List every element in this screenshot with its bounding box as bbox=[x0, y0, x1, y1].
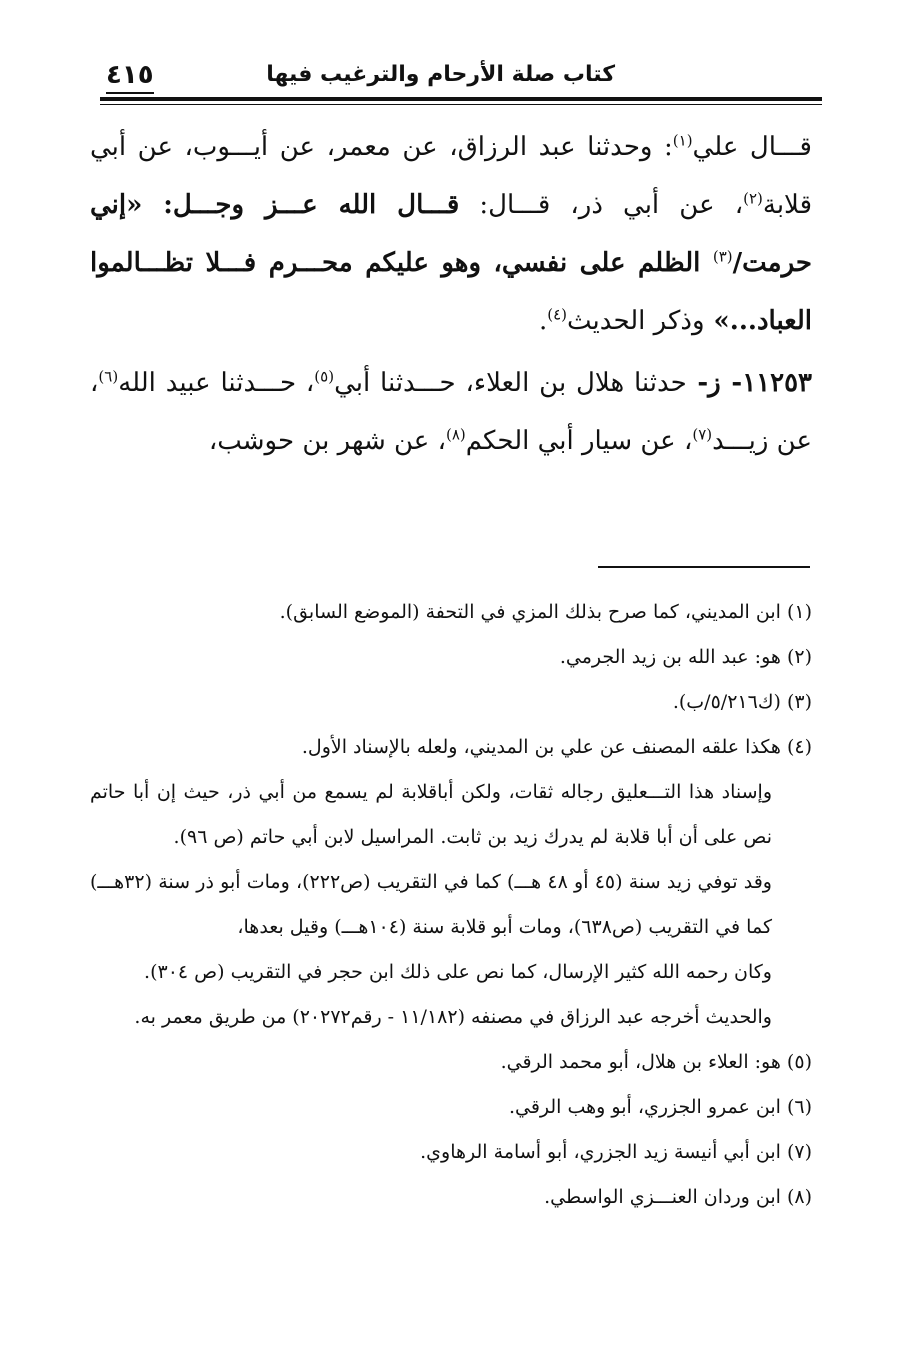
footnote-3: (٣) (ك٥/٢١٦/ب). bbox=[672, 691, 812, 713]
text-span: ، عن سيار أبي الحكم bbox=[465, 426, 693, 456]
text-span: قـــال علي bbox=[692, 132, 812, 162]
footnote-4-continuation: وقد توفي زيد سنة (٤٥ أو ٤٨ هـــ) كما في التقريب (ص٢٢٢)، ومات أبو ذر سنة (٣٢هـــ) كما في التقريب (ص٦٣٨)، ومات أبو قلابة سنة (١٠٤هـــ) وقيل بعدها، bbox=[90, 871, 772, 938]
text-span: ، عن أبي ذر، قـــال: bbox=[459, 190, 744, 220]
footnote-ref-2[interactable]: (٢) bbox=[743, 189, 763, 208]
footnotes bbox=[90, 590, 812, 1220]
text-span: ، حـــدثنا عبيد الله bbox=[118, 368, 315, 398]
paragraph-1 bbox=[90, 118, 812, 350]
main-text bbox=[90, 118, 812, 470]
text-span: . bbox=[538, 306, 548, 336]
footnote-4: (٤) هكذا علقه المصنف عن علي بن المديني، ولعله بالإسناد الأول. bbox=[301, 736, 812, 758]
footnote-2: (٢) هو: عبد الله بن زيد الجرمي. bbox=[559, 646, 812, 668]
footnote-5: (٥) هو: العلاء بن هلال، أبو محمد الرقي. bbox=[500, 1051, 812, 1073]
text-span: ، عن زيـــد bbox=[90, 368, 812, 456]
footnote-4-continuation: والحديث أخرجه عبد الرزاق في مصنفه (١١/١٨٢ - رقم٢٠٢٧٢) من طريق معمر به. bbox=[134, 1006, 772, 1028]
footnote-ref-6[interactable]: (٦) bbox=[98, 367, 119, 386]
running-header-title: كتاب صلة الأرحام والترغيب فيها bbox=[266, 62, 615, 87]
footnote-ref-1[interactable]: (١) bbox=[672, 131, 693, 150]
footnote-6: (٦) ابن عمرو الجزري، أبو وهب الرقي. bbox=[508, 1096, 812, 1118]
text-span: : وحدثنا عبد الرزاق، عن معمر، عن أيـــوب، عن أبي قلابة bbox=[90, 132, 812, 220]
header-rule-thin bbox=[100, 104, 822, 105]
footnote-ref-7[interactable]: (٧) bbox=[692, 425, 713, 444]
hadith-quote-bold: الظلم على نفسي، وهو عليكم محـــرم فـــلا تظـــالموا العباد...» bbox=[90, 248, 812, 336]
footnote-1: (١) ابن المديني، كما صرح بذلك المزي في التحفة (الموضع السابق). bbox=[279, 601, 812, 623]
footnote-separator bbox=[598, 566, 810, 568]
text-span: ، عن شهر بن حوشب، bbox=[208, 426, 446, 456]
footnote-ref-5[interactable]: (٥) bbox=[314, 367, 335, 386]
footnote-4-continuation: وكان رحمه الله كثير الإرسال، كما نص على ذلك ابن حجر في التقريب (ص ٣٠٤). bbox=[144, 961, 772, 983]
footnote-ref-4[interactable]: (٤) bbox=[547, 305, 568, 324]
running-header bbox=[100, 60, 820, 100]
hadith-number: ١١٢٥٣- ز- bbox=[686, 368, 813, 398]
header-rule bbox=[100, 97, 822, 101]
footnote-7: (٧) ابن أبي أنيسة زيد الجزري، أبو أسامة الرهاوي. bbox=[420, 1141, 812, 1163]
page-number: ٤١٥ bbox=[106, 60, 154, 94]
paragraph-2 bbox=[90, 354, 812, 470]
text-span: حدثنا هلال بن العلاء، حـــدثنا أبي bbox=[334, 368, 687, 398]
footnote-4-continuation: وإسناد هذا التـــعليق رجاله ثقات، ولكن أباقلابة لم يسمع من أبي ذر، حيث إن أبا حاتم نص على أن أبا قلابة لم يدرك زيد بن ثابت. المراسيل لابن أبي حاتم (ص ٩٦). bbox=[90, 781, 772, 848]
footnote-ref-3[interactable]: (٣) bbox=[712, 247, 733, 266]
text-span: وذكر الحديث bbox=[567, 306, 705, 336]
footnote-8: (٨) ابن وردان العنـــزي الواسطي. bbox=[544, 1186, 812, 1208]
footnote-ref-8[interactable]: (٨) bbox=[445, 425, 466, 444]
hadith-quote-bold: قـــال الله عـــز وجـــل: «إني حرمت/ bbox=[90, 190, 812, 278]
